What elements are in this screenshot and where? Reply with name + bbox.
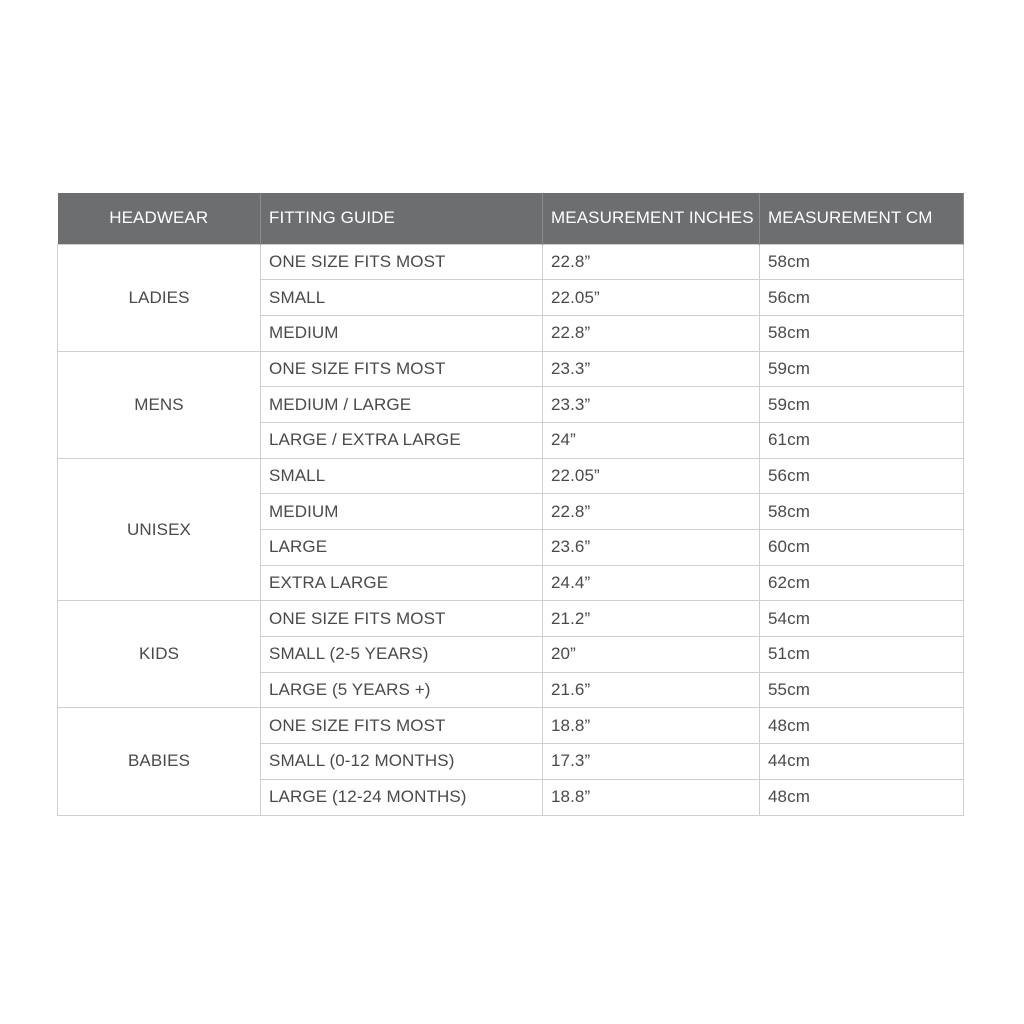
table-row [58, 351, 964, 387]
header-measurement-inches: MEASUREMENT INCHES [543, 193, 760, 244]
fitting-guide-cell: LARGE [261, 530, 543, 566]
fitting-guide-cell: ONE SIZE FITS MOST [261, 244, 543, 280]
table-row [58, 458, 964, 494]
measurement-inches-cell: 22.8” [543, 315, 760, 351]
measurement-inches-cell: 21.2” [543, 601, 760, 637]
measurement-inches-cell: 23.6” [543, 530, 760, 566]
measurement-inches-cell: 18.8” [543, 779, 760, 815]
measurement-cm-cell: 48cm [760, 708, 964, 744]
measurement-inches-cell: 23.3” [543, 387, 760, 423]
header-headwear: HEADWEAR [58, 193, 261, 244]
measurement-cm-cell: 60cm [760, 530, 964, 566]
measurement-inches-cell: 20” [543, 637, 760, 673]
headwear-group-babies: BABIES [58, 708, 261, 815]
measurement-cm-cell: 58cm [760, 315, 964, 351]
header-row [58, 193, 964, 244]
fitting-guide-cell: LARGE (12-24 MONTHS) [261, 779, 543, 815]
measurement-cm-cell: 59cm [760, 387, 964, 423]
measurement-cm-cell: 61cm [760, 422, 964, 458]
headwear-group-ladies: LADIES [58, 244, 261, 351]
measurement-inches-cell: 22.8” [543, 244, 760, 280]
measurement-cm-cell: 48cm [760, 779, 964, 815]
measurement-cm-cell: 54cm [760, 601, 964, 637]
fitting-guide-cell: MEDIUM [261, 315, 543, 351]
measurement-cm-cell: 56cm [760, 458, 964, 494]
table-row [58, 244, 964, 280]
measurement-inches-cell: 23.3” [543, 351, 760, 387]
header-measurement-cm: MEASUREMENT CM [760, 193, 964, 244]
headwear-group-unisex: UNISEX [58, 458, 261, 601]
fitting-guide-cell: SMALL (0-12 MONTHS) [261, 744, 543, 780]
measurement-cm-cell: 58cm [760, 244, 964, 280]
measurement-inches-cell: 22.05” [543, 458, 760, 494]
measurement-cm-cell: 62cm [760, 565, 964, 601]
fitting-guide-cell: MEDIUM / LARGE [261, 387, 543, 423]
fitting-guide-cell: SMALL [261, 280, 543, 316]
measurement-cm-cell: 59cm [760, 351, 964, 387]
table-body [58, 244, 964, 815]
fitting-guide-cell: SMALL (2-5 YEARS) [261, 637, 543, 673]
measurement-cm-cell: 58cm [760, 494, 964, 530]
measurement-cm-cell: 51cm [760, 637, 964, 673]
measurement-inches-cell: 24.4” [543, 565, 760, 601]
table-row [58, 601, 964, 637]
table-header [58, 193, 964, 244]
measurement-inches-cell: 18.8” [543, 708, 760, 744]
table-row [58, 708, 964, 744]
fitting-guide-cell: ONE SIZE FITS MOST [261, 351, 543, 387]
measurement-cm-cell: 55cm [760, 672, 964, 708]
headwear-group-mens: MENS [58, 351, 261, 458]
header-fitting-guide: FITTING GUIDE [261, 193, 543, 244]
measurement-cm-cell: 56cm [760, 280, 964, 316]
fitting-guide-cell: EXTRA LARGE [261, 565, 543, 601]
measurement-inches-cell: 24” [543, 422, 760, 458]
measurement-inches-cell: 22.05” [543, 280, 760, 316]
measurement-cm-cell: 44cm [760, 744, 964, 780]
fitting-guide-cell: LARGE / EXTRA LARGE [261, 422, 543, 458]
size-chart-table [57, 193, 964, 816]
headwear-group-kids: KIDS [58, 601, 261, 708]
fitting-guide-cell: ONE SIZE FITS MOST [261, 601, 543, 637]
measurement-inches-cell: 22.8” [543, 494, 760, 530]
fitting-guide-cell: SMALL [261, 458, 543, 494]
measurement-inches-cell: 17.3” [543, 744, 760, 780]
fitting-guide-cell: MEDIUM [261, 494, 543, 530]
fitting-guide-cell: LARGE (5 YEARS +) [261, 672, 543, 708]
fitting-guide-cell: ONE SIZE FITS MOST [261, 708, 543, 744]
measurement-inches-cell: 21.6” [543, 672, 760, 708]
